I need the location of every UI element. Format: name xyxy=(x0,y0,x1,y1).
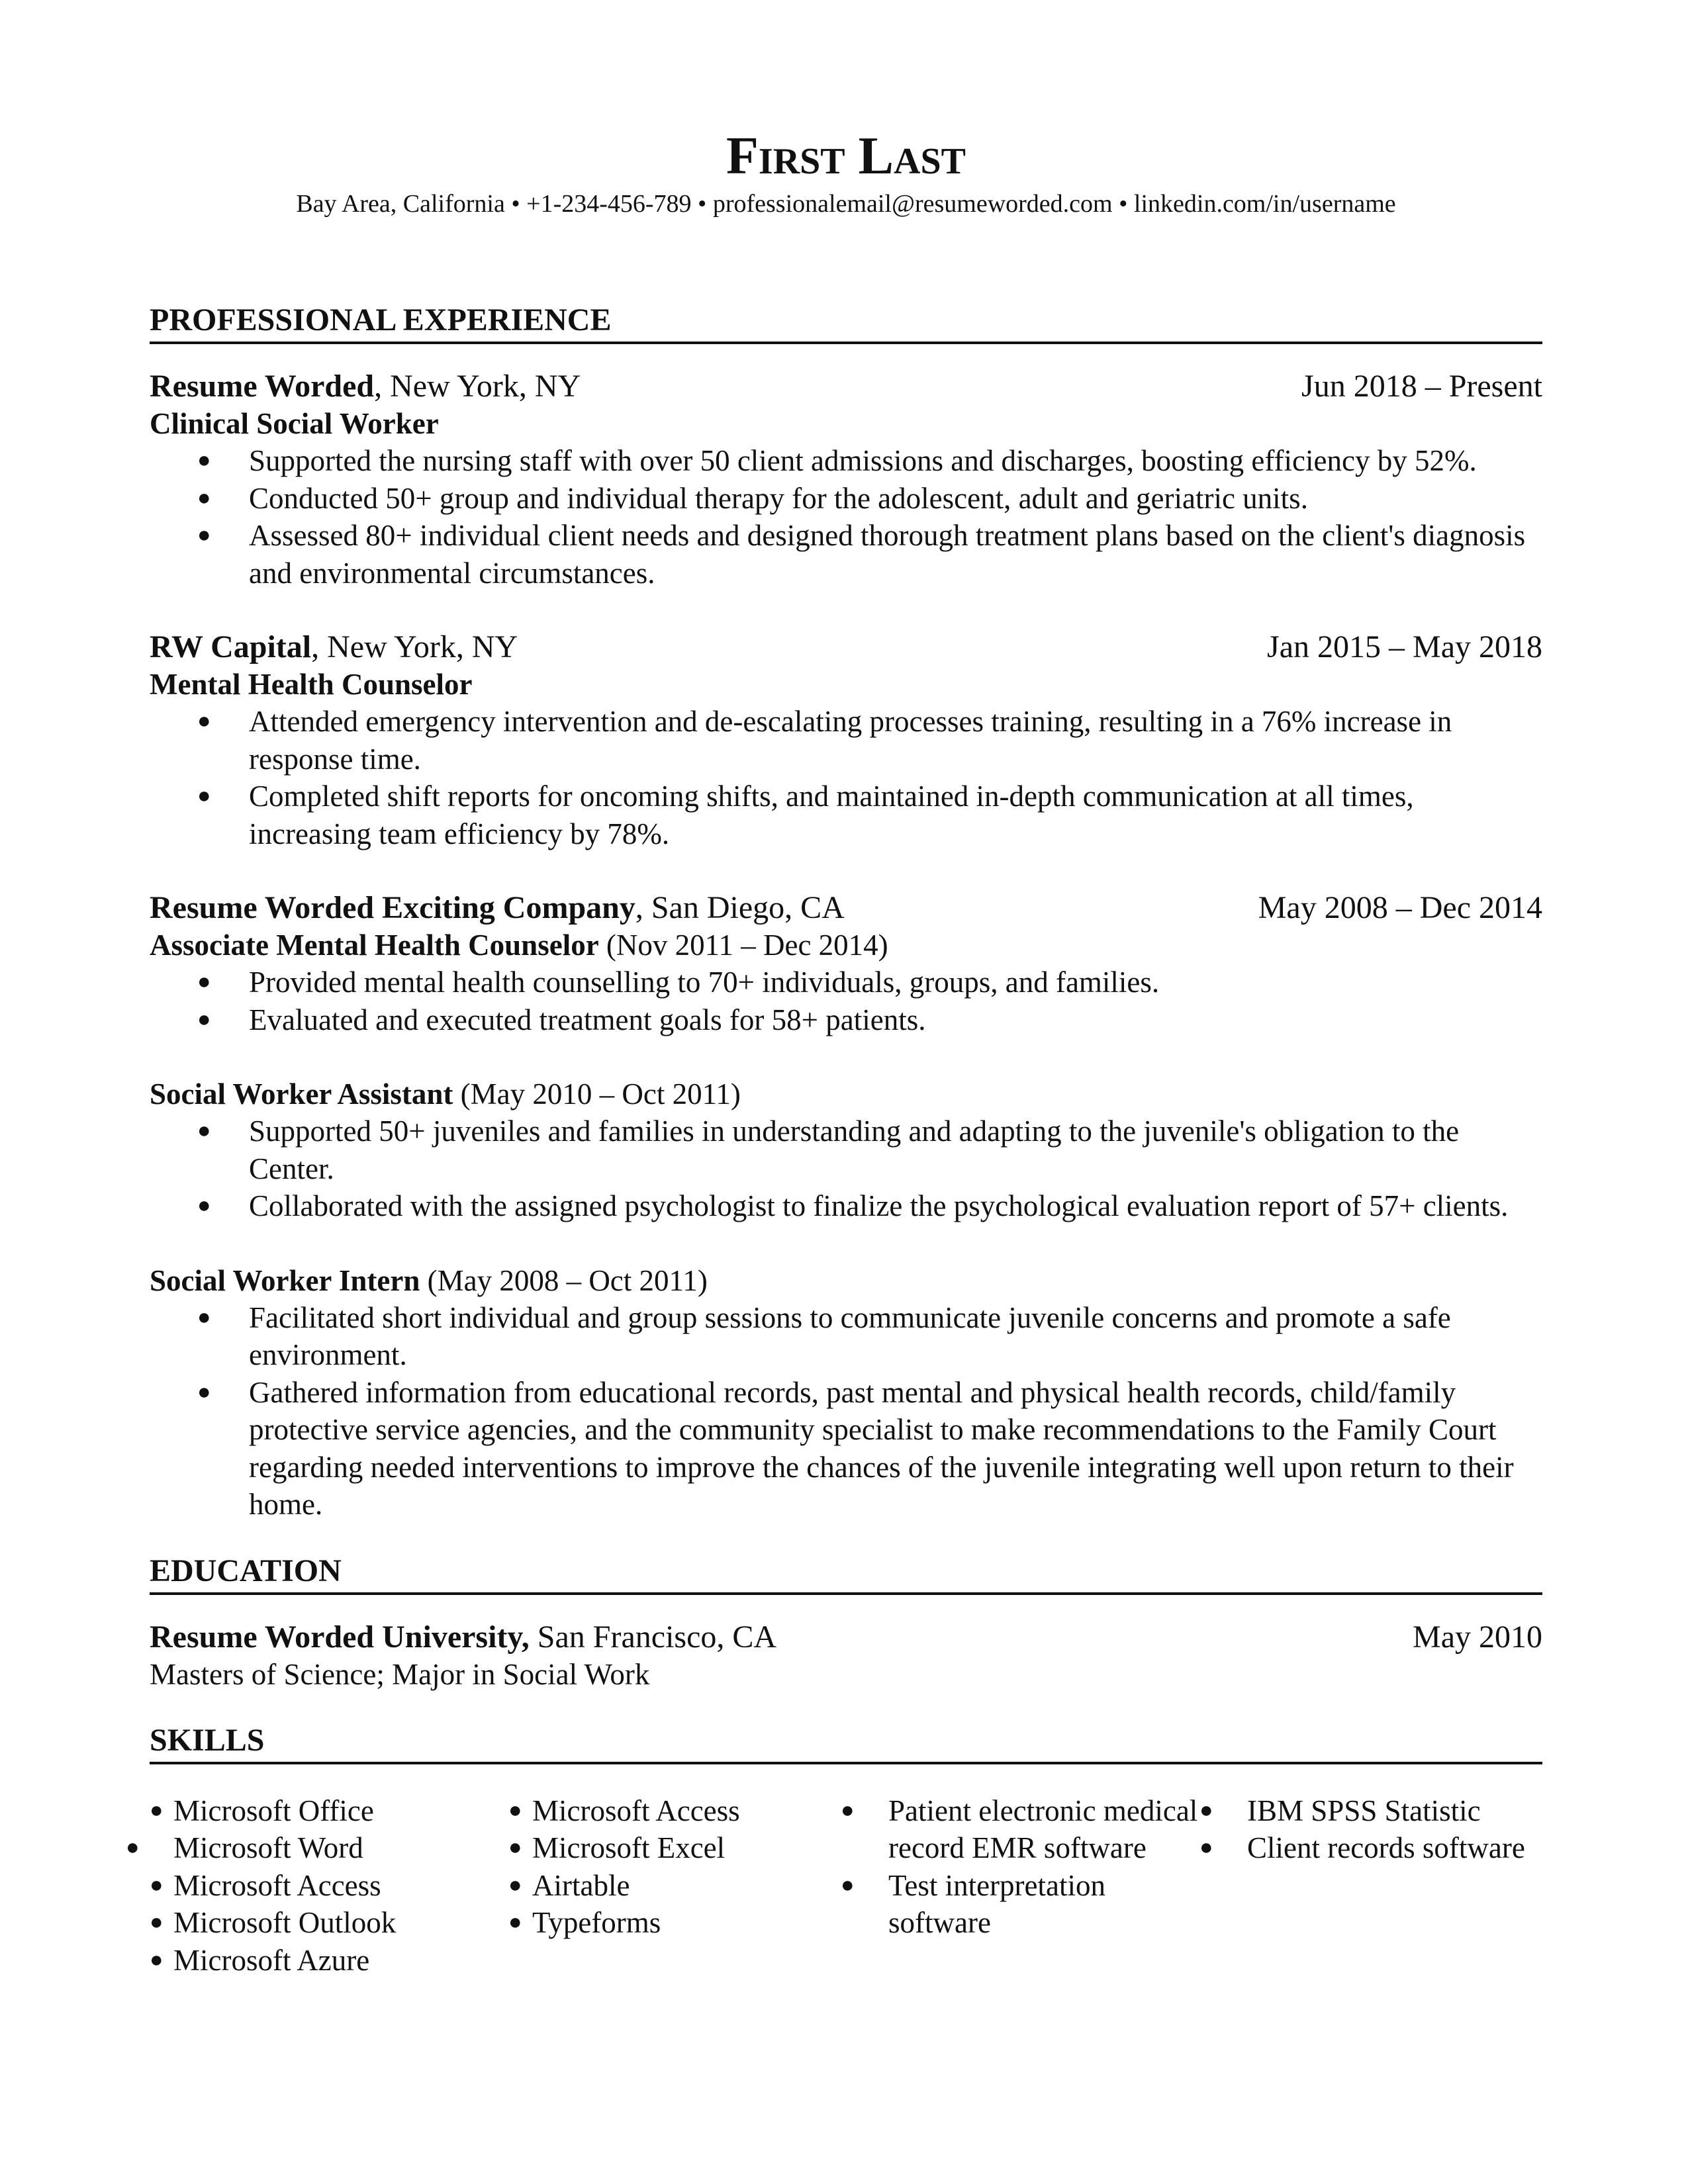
bullet-item: ● Gathered information from educational records, past mental and physical health records, child/family protective service agencies, and the community specialist to make recommendations to the Family Court regarding needed interventions to improve the chances of the juvenile integrating well upon return to their home. xyxy=(150,1374,1542,1524)
section-title-experience: PROFESSIONAL EXPERIENCE xyxy=(150,302,1542,344)
bullet-item: ● Completed shift reports for oncoming shifts, and maintained in-depth communication at all times, increasing team efficiency by 78%. xyxy=(150,778,1542,852)
bullet-list xyxy=(150,1113,1542,1225)
bullet-item: ● Attended emergency intervention and de-escalating processes training, resulting in a 76% increase in response time. xyxy=(150,703,1542,778)
company-header xyxy=(150,629,518,666)
bullet-item: ● Conducted 50+ group and individual therapy for the adolescent, adult and geriatric units. xyxy=(150,480,1542,518)
bullet-list xyxy=(150,1299,1542,1524)
role-period: (May 2008 – Oct 2011) xyxy=(420,1263,708,1297)
skill-item: ● Microsoft Outlook xyxy=(150,1904,508,1942)
section-title-skills: SKILLS xyxy=(150,1722,1542,1764)
skills-section xyxy=(150,1722,1542,1979)
skill-item: ● Airtable xyxy=(508,1867,841,1905)
job-entry xyxy=(150,368,1542,592)
skill-item: ● Microsoft Access xyxy=(508,1792,841,1830)
skills-grid xyxy=(150,1792,1542,1979)
skills-column xyxy=(508,1792,841,1979)
role-title: Mental Health Counselor xyxy=(150,668,473,701)
skill-item: ● Microsoft Access xyxy=(150,1867,508,1905)
role-header xyxy=(150,666,1542,703)
role-title: Clinical Social Worker xyxy=(150,407,439,440)
school-location: San Francisco, CA xyxy=(529,1619,777,1655)
company-name: Resume Worded Exciting Company xyxy=(150,890,635,925)
skill-item: ● Typeforms xyxy=(508,1904,841,1942)
bullet-list xyxy=(150,703,1542,852)
bullet-item: ● Collaborated with the assigned psychologist to finalize the psychological evaluation report of 57+ clients. xyxy=(150,1187,1542,1225)
role-header xyxy=(150,1075,1542,1113)
skills-column xyxy=(1199,1792,1542,1979)
company-name: Resume Worded xyxy=(150,369,375,404)
company-header xyxy=(150,889,845,927)
role-title: Social Worker Assistant xyxy=(150,1077,453,1111)
role-header xyxy=(150,927,1542,964)
company-header xyxy=(150,368,581,405)
role-header xyxy=(150,1262,1542,1299)
skill-item: ● Patient electronic medical record EMR software xyxy=(841,1792,1199,1867)
experience-section xyxy=(150,302,1542,1524)
skills-column xyxy=(841,1792,1199,1979)
skill-item: ● Microsoft Office xyxy=(150,1792,508,1830)
degree: Masters of Science; Major in Social Work xyxy=(150,1657,650,1691)
company-location: , New York, NY xyxy=(374,369,581,404)
skill-item: ● Microsoft Word xyxy=(150,1829,508,1867)
contact-line: Bay Area, California • +1-234-456-789 • professionalemail@resumeworded.com • linkedin.com/in/username xyxy=(296,190,1396,218)
bullet-item: ● Evaluated and executed treatment goals for 58+ patients. xyxy=(150,1001,1542,1039)
job-entry xyxy=(150,629,1542,852)
resume-content xyxy=(150,124,1542,1979)
bullet-item: ● Provided mental health counselling to 70+ individuals, groups, and families. xyxy=(150,964,1542,1001)
job-dates: Jun 2018 – Present xyxy=(1301,369,1542,404)
role-title: Social Worker Intern xyxy=(150,1263,420,1297)
role-header xyxy=(150,405,1542,442)
company-name: RW Capital xyxy=(150,629,312,664)
school-header xyxy=(150,1619,776,1656)
skill-item: ● Microsoft Excel xyxy=(508,1829,841,1867)
bullet-item: ● Supported 50+ juveniles and families in understanding and adapting to the juvenile's obligation to the Center. xyxy=(150,1113,1542,1187)
skill-item: ● Microsoft Azure xyxy=(150,1942,508,1979)
school-name: Resume Worded University, xyxy=(150,1619,530,1655)
bullet-item: ● Assessed 80+ individual client needs and designed thorough treatment plans based on the client's diagnosis and environmental circumstances. xyxy=(150,517,1542,592)
graduation-date: May 2010 xyxy=(1413,1619,1542,1655)
candidate-name: First Last xyxy=(726,127,966,185)
company-location: , New York, NY xyxy=(311,629,518,664)
skills-column xyxy=(150,1792,508,1979)
bullet-list xyxy=(150,442,1542,592)
skill-item: ● Client records software xyxy=(1199,1829,1542,1867)
role-period: (Nov 2011 – Dec 2014) xyxy=(598,929,888,962)
role-period: (May 2010 – Oct 2011) xyxy=(453,1077,741,1111)
section-title-education: EDUCATION xyxy=(150,1553,1542,1595)
bullet-item: ● Supported the nursing staff with over 50 client admissions and discharges, boosting efficiency by 52%. xyxy=(150,442,1542,480)
job-dates: Jan 2015 – May 2018 xyxy=(1267,629,1542,664)
company-location: , San Diego, CA xyxy=(635,890,845,925)
skill-item: ● IBM SPSS Statistic xyxy=(1199,1792,1542,1830)
bullet-list xyxy=(150,964,1542,1038)
skill-item: ● Test interpretation software xyxy=(841,1867,1199,1942)
job-dates: May 2008 – Dec 2014 xyxy=(1258,890,1542,925)
bullet-item: ● Facilitated short individual and group sessions to communicate juvenile concerns and promote a safe environment. xyxy=(150,1299,1542,1374)
job-entry xyxy=(150,889,1542,1524)
education-entry xyxy=(150,1619,1542,1693)
education-section xyxy=(150,1553,1542,1693)
role-title: Associate Mental Health Counselor xyxy=(150,929,599,962)
